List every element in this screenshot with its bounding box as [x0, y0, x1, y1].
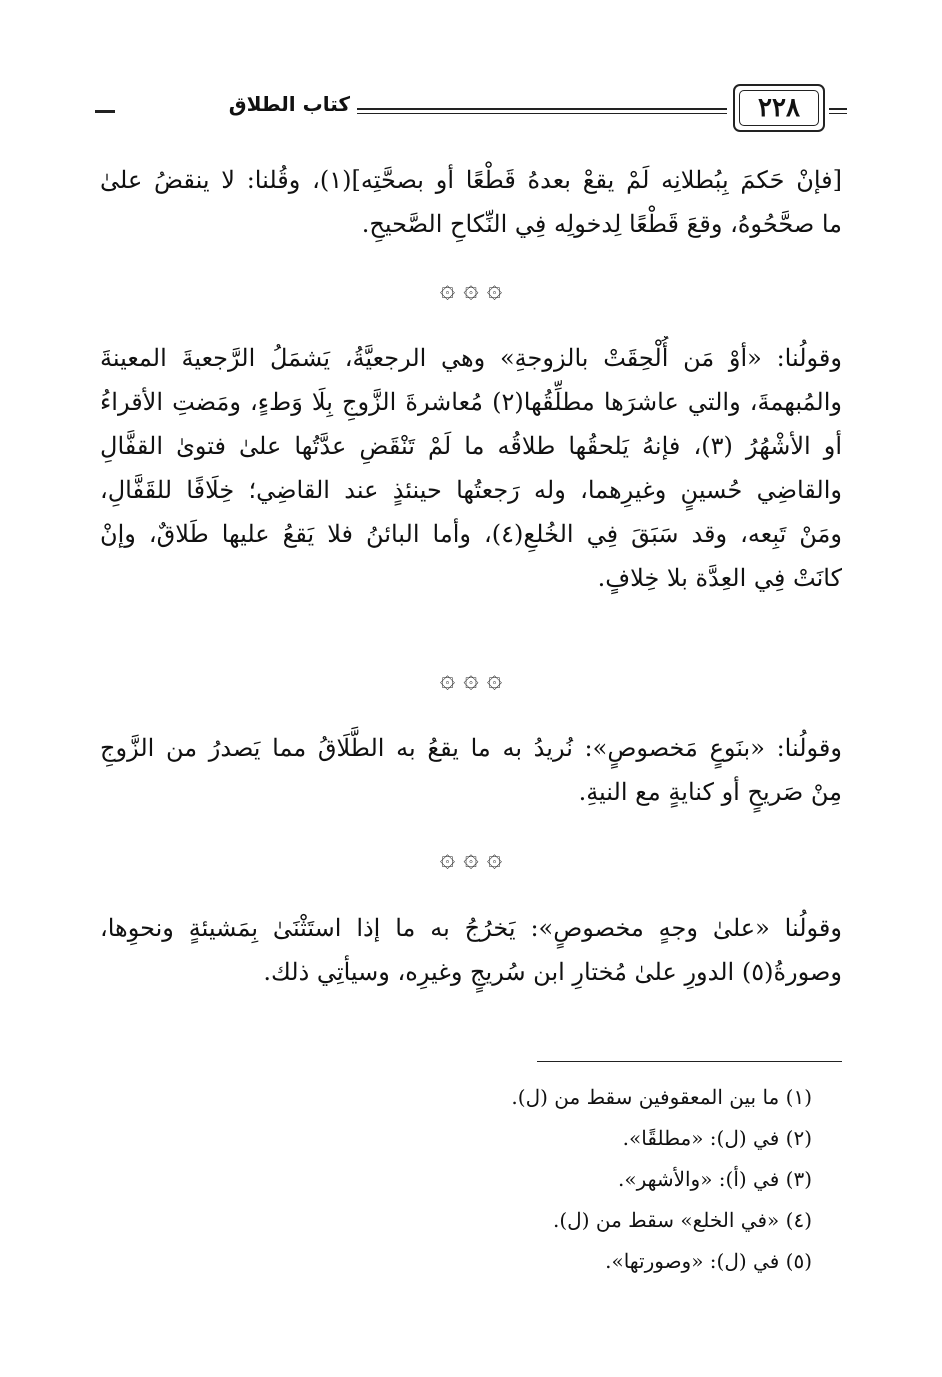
section-ornament: ۞ ۞ ۞	[439, 274, 503, 304]
header-rule-right	[829, 108, 847, 114]
footnotes	[300, 1077, 812, 1282]
text-line: والقاضِي حُسينٍ وغيرِهما، وله رَجعتُها حينئذٍ عند القاضِي؛ خِلَافًا للقَفَّالِ،	[100, 476, 842, 504]
text-line: مِنْ صَريحٍ أو كنايةٍ مع النيةِ.	[578, 778, 842, 806]
text-line: وقولُنا «علىٰ وجهٍ مخصوصٍ»: يَخرُجُ به ما إذا استَثْنَىٰ بِمَشيئةٍ ونحوِها،	[100, 914, 842, 942]
text-line: ومَنْ تَبِعه، وقد سَبَقَ فِي الخُلعِ(٤)، وأما البائنُ فلا يَقعُ عليها طَلاقٌ، وإنْ	[100, 520, 842, 548]
footnote: (٤) «في الخلع» سقط من (ل).	[553, 1208, 812, 1232]
paragraph-3	[100, 726, 842, 814]
text-line: وصورةُ(٥) الدورِ علىٰ مُختارِ ابن سُريجٍ وغيرِه، وسيأتِي ذلك.	[263, 958, 842, 986]
text-line: وقولُنا: «أوْ مَن أُلْحِقَتْ بالزوجةِ» وهي الرجعيَّةُ، يَشمَلُ الرَّجعيةَ المعينةَ	[100, 344, 842, 372]
text-line: وقولُنا: «بنَوعٍ مَخصوصٍ»: نُريدُ به ما يقعُ به الطَّلَاقُ مما يَصدرُ من الزَّوجِ	[100, 734, 842, 762]
text-line: [فإنْ حَكمَ بِبُطلانِه لَمْ يقعْ بعدهُ قَطْعًا أو بصحَّتِه](١)، وقُلنا: لا ينقضُ علىٰ	[100, 166, 842, 194]
running-title: كتاب الطلاق	[228, 92, 350, 116]
text-line: والمُبهمةَ، والتي عاشرَها مطلِّقُها(٢) مُعاشرةَ الزَّوجِ بِلَا وَطءٍ، ومَضتِ الأقراءُ	[100, 388, 842, 416]
footnote: (٥) في (ل): «وصورتها».	[605, 1249, 812, 1273]
text-line: ما صحَّحُوهُ، وقعَ قَطْعًا لِدخولِه فِي النِّكاحِ الصَّحيحِ.	[361, 210, 842, 238]
footnote: (١) ما بين المعقوفين سقط من (ل).	[511, 1085, 812, 1109]
footnote: (٢) في (ل): «مطلقًا».	[622, 1126, 812, 1150]
footnote-separator	[537, 1061, 842, 1062]
paragraph-1	[100, 158, 842, 246]
header-rule-left	[95, 110, 115, 113]
section-ornament: ۞ ۞ ۞	[439, 843, 503, 873]
paragraph-2	[100, 336, 842, 600]
text-line: أو الأشْهُرُ (٣)، فإنهُ يَلحقُها طلاقُه ما لَمْ تَنْقَضِ عدَّتُها علىٰ فتوىٰ القفَّالِ	[100, 432, 842, 460]
section-ornament: ۞ ۞ ۞	[439, 664, 503, 694]
page-header	[95, 84, 847, 138]
paragraph-4	[100, 906, 842, 994]
footnote: (٣) في (أ): «والأشهر».	[617, 1167, 812, 1191]
page-number: ٢٢٨	[739, 90, 819, 126]
page-number-box	[733, 84, 825, 132]
text-line: كانَتْ فِي العِدَّة بلا خِلافٍ.	[597, 564, 842, 592]
header-rule	[357, 108, 727, 114]
